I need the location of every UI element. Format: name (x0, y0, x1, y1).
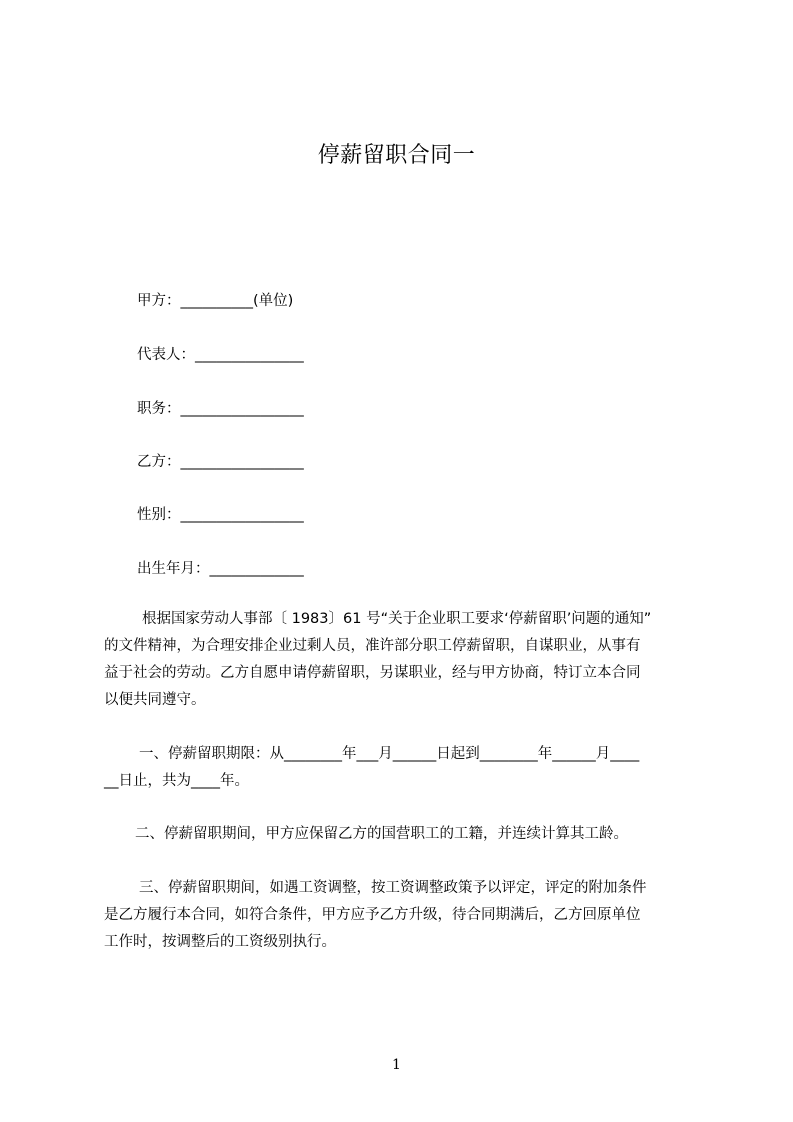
clause-2-paragraph (104, 821, 704, 848)
clause-2-line: 二、停薪留职期间，甲方应保留乙方的国营职工的工籍，并连续计算其工龄。 (135, 826, 628, 842)
party-a-blank: __________ (180, 293, 253, 309)
clause-1-paragraph (104, 741, 704, 795)
clause-1-line: 一、停薪留职期限：从________年___月______日起到________年______月____ (139, 746, 640, 762)
preamble-paragraph (104, 606, 704, 714)
clause-3-line: 是乙方履行本合同，如符合条件，甲方应予乙方升级，待合同期满后，乙方回原单位 (104, 907, 641, 923)
preamble-line: 以便共同遵守。 (104, 692, 206, 708)
gender-label: 性别： (137, 507, 181, 523)
clause-3-paragraph (104, 875, 704, 956)
page-number: 1 (392, 1057, 401, 1073)
position-field (137, 399, 304, 419)
document-title: 停薪留职合同一 (317, 143, 476, 168)
position-label: 职务： (137, 401, 181, 417)
preamble-line: 根据国家劳动人事部〔 1983〕61 号“关于企业职工要求‘停薪留职’问题的通知” (142, 611, 652, 627)
preamble-line: 的文件精神，为合理安排企业过剩人员，准许部分职工停薪留职，自谋职业，从事有 (104, 638, 641, 654)
clause-1-line: __日止，共为____年。 (104, 773, 249, 789)
position-blank: _________________ (180, 401, 304, 417)
birth-date-label: 出生年月： (137, 561, 210, 577)
party-b-blank: _________________ (180, 454, 304, 470)
birth-date-blank: _____________ (209, 561, 304, 577)
representative-field (137, 345, 304, 365)
party-a-field (137, 291, 293, 311)
party-b-field (137, 452, 304, 472)
birth-date-field (137, 559, 304, 579)
gender-blank: _________________ (180, 507, 304, 523)
party-a-suffix: (单位) (253, 293, 294, 309)
clause-3-line: 三、停薪留职期间，如遇工资调整，按工资调整政策予以评定，评定的附加条件 (139, 880, 647, 896)
preamble-line: 益于社会的劳动。乙方自愿申请停薪留职，另谋职业，经与甲方协商，特订立本合同 (104, 665, 641, 681)
party-a-label: 甲方： (137, 293, 181, 309)
gender-field (137, 505, 304, 525)
clause-3-line: 工作时，按调整后的工资级别执行。 (104, 934, 336, 950)
party-b-label: 乙方： (137, 454, 181, 470)
representative-label: 代表人： (137, 347, 195, 363)
representative-blank: _______________ (195, 347, 304, 363)
